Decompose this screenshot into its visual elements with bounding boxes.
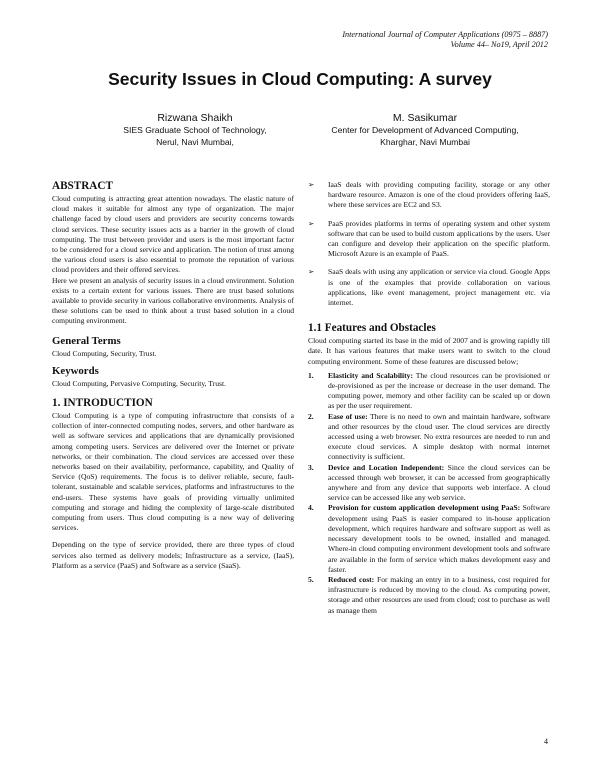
list-item: ➢ SaaS deals with using any application or service via cloud. Google Apps is one of the examples that provide collaboration on various applications, like event management, project management etc. via internet. — [308, 267, 550, 308]
author-block-1 — [80, 112, 310, 148]
journal-name: International Journal of Computer Applications (0975 – 8887) — [342, 30, 548, 39]
list-item: 5. Reduced cost: For making an entry in to a business, cost required for infrastructure is reduced by moving to the cloud. As computing power, storage and other resources are used from cloud; cost to purchase as well as manage them — [308, 574, 550, 615]
author-location: Kharghar, Navi Mumbai — [380, 136, 470, 147]
arrow-bullet-icon: ➢ — [308, 218, 315, 228]
author-affiliation: SIES Graduate School of Technology, — [123, 125, 267, 135]
author-location: Nerul, Navi Mumbai, — [156, 136, 234, 147]
author-block-2 — [310, 112, 540, 148]
list-item: 3. Device and Location Independent: Since the cloud services can be accessed through web browser, it can be accessed from geographically anywhere and from any device that supports web interface. A cloud service can be accessed like any web service. — [308, 462, 550, 503]
left-column — [52, 180, 294, 571]
introduction-paragraph: Cloud Computing is a type of computing infrastructure that consists of a collection of inter-connected computing nodes, servers, and other hardware as well as software services and applications that are dynamically provisioned among competing users. Services are delivered over the Internet or private networks, or their combination. The cloud services are accessed over these networks based on their availability, performance, capability, and Quality of Service (QoS) requirements. The focus is to deliver reliable, secure, fault-tolerant, sustainable and scalable services, platforms and infrastructures to the end-users. These systems have goals of providing virtually unlimited computing and storage and hiding the complexity of large-scale distributed computing from users. Thus cloud computing is a new way of delivering services. — [52, 411, 294, 533]
list-item: ➢ PaaS provides platforms in terms of operating system and other system software that can be used to build custom applications by the users. User can configure and develop their application on the specific platform. Microsoft Azure is an example of PaaS. — [308, 218, 550, 259]
author-affiliation: Center for Development of Advanced Computing, — [331, 125, 519, 135]
features-heading: 1.1 Features and Obstacles — [308, 322, 436, 335]
right-column — [308, 180, 550, 616]
introduction-heading: 1. INTRODUCTION — [52, 397, 153, 410]
abstract-paragraph: Here we present an analysis of security issues in a cloud environment. Solution exists to a certain extent for various issues. There are trust based solutions available to provide security in various collaborative environments. Analysis of these solutions can be used to think about a trust based solution in a cloud computing environment. — [52, 275, 294, 326]
keywords-text: Cloud Computing, Pervasive Computing, Security, Trust. — [52, 378, 226, 388]
features-intro: Cloud computing started its base in the mid of 2007 and is growing rapidly till date. It has various features that make users want to switch to the cloud computing environment. Some of these features are discussed below; — [308, 336, 550, 366]
arrow-bullet-icon: ➢ — [308, 267, 315, 277]
service-model-list — [308, 180, 550, 308]
author-name: Rizwana Shaikh — [157, 112, 233, 124]
journal-volume: Volume 44– No19, April 2012 — [450, 40, 548, 49]
introduction-paragraph: Depending on the type of service provided, there are three types of cloud services also termed as delivery models; Infrastructure as a service, (IaaS), Platform as a service (PaaS) and Software as a service (SaaS). — [52, 540, 294, 570]
list-item: ➢ IaaS deals with providing computing facility, storage or any other hardware resource. Amazon is one of the cloud providers offering IaaS, where these services are EC2 and S3. — [308, 180, 550, 210]
arrow-bullet-icon: ➢ — [308, 180, 315, 189]
abstract-paragraph: Cloud computing is attracting great attention nowadays. The elastic nature of cloud makes it suitable for almost any type of organization. The major challenge faced by cloud users and providers are security concerns towards cloud services. These security issues acts as a barrier in the growth of cloud computing. The trust between provider and users is the most important factor to be considered for a cloud service and application. The notion of trust among the various cloud users is also essential to promote the reputation of various cloud providers and their offered services. — [52, 194, 294, 275]
features-list — [308, 371, 550, 616]
keywords-heading: Keywords — [52, 364, 99, 377]
general-terms-heading: General Terms — [52, 334, 121, 347]
paper-title: Security Issues in Cloud Computing: A survey — [108, 69, 492, 89]
journal-header — [342, 30, 548, 50]
list-item: 1. Elasticity and Scalability: The cloud resources can be provisioned or de-provisioned as per the increase or decrease in the user demand. The computing power, memory and other facility can be scaled up or down as per the user requirement. — [308, 370, 551, 411]
author-name: M. Sasikumar — [392, 112, 458, 124]
page-number: 4 — [544, 737, 548, 746]
list-item: 4. Provision for custom application development using PaaS: Software development using PaaS is easier compared to in-house application development, which requires hardware and software support as well as necessary development tools to be owned, installed and managed. Where-in cloud computing environment development tools and software are available in the form of service which makes development easy and faster. — [308, 503, 551, 574]
list-item: 2. Ease of use: There is no need to own and maintain hardware, software and other resources by the cloud user. The cloud services are directly accessed using a web browser. No extra resources are needed to run and execute cloud services. A simple desktop with normal internet connectivity is sufficient. — [308, 411, 551, 462]
abstract-heading: ABSTRACT — [52, 180, 113, 192]
general-terms-text: Cloud Computing, Security, Trust. — [52, 348, 157, 358]
